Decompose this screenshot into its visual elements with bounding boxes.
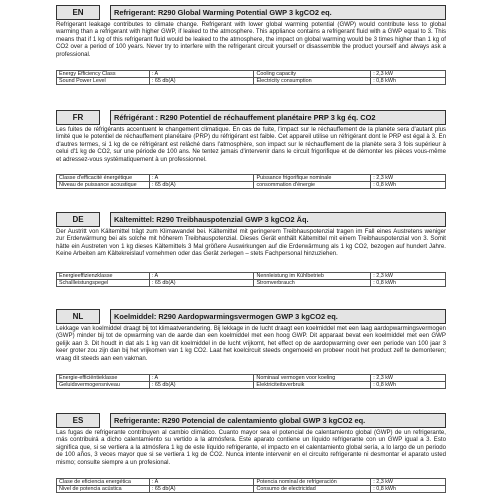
spec-label: Energieeffizienzklasse [57,273,150,280]
language-code: DE [56,212,100,227]
spec-value: : A [149,71,254,78]
spec-label: Nivel de potencia acústica [57,486,150,493]
language-code: ES [56,413,100,428]
section-en [56,5,446,84]
spec-label: Geluidsvermogensniveau [57,382,150,389]
table-row [57,71,446,78]
spec-table [56,374,446,389]
section-title: Refrigerante: R290 Potencial de calentamiento global GWP 3 kgCO2 eq. [110,413,446,428]
section-title: Kältemittel: R290 Treibhauspotenzial GWP 3 kgCO2 Äq. [110,212,446,227]
section-title: Réfrigérant : R290 Potentiel de réchauffement planétaire PRP 3 kg éq. CO2 [110,110,446,125]
spec-label: Niveau de puissance acoustique [57,182,150,189]
spec-value: : 0,8 kWh [371,280,446,287]
language-code: NL [56,309,100,324]
spec-value: : 2,3 kW [371,479,446,486]
spec-label: Clase de eficiencia energética [57,479,150,486]
spec-value: : 0,8 kWh [371,382,446,389]
spec-label: Classe d'efficacité énergétique [57,175,150,182]
table-row [57,280,446,287]
spec-label: Nominaal vermogen voor koeling [254,375,371,382]
spec-value: : 2,3 kW [371,375,446,382]
spec-label: Potencia nominal de refrigeración [254,479,371,486]
spec-value: : A [149,273,254,280]
spec-table [56,478,446,493]
spec-value: : 65 db(A) [149,486,254,493]
section-nl [56,309,446,388]
spec-label: Nennleistung im Kühlbetrieb [254,273,371,280]
table-row [57,375,446,382]
spec-table [56,70,446,85]
table-row [57,273,446,280]
table-row [57,486,446,493]
section-es [56,413,446,492]
spec-label: Electricity consumption [254,78,371,85]
spec-label: Cooling capacity [254,71,371,78]
spec-value: : 2,3 kW [371,273,446,280]
spec-value: : A [149,479,254,486]
language-code: EN [56,5,100,20]
spec-label: consommation d'énergie [254,182,371,189]
section-text: Refrigerant leakage contributes to climate change. Refrigerant with lower global warming potential (GWP) would contribute less to global warming than a refrigerant with higher GWP, if leaked to the atmosphere. This appliance contains a refrigerant fluid with a GWP equal to 3. This means that if 1 kg of this refrigerant fluid would be leaked to the atmosphere, the impact on global warming would be 3 times higher than 1 kg of CO2 over a period of 100 years. Never try to interfere with the refrigerant circuit yourself or disassemble the product yourself and always ask a professional. [56,21,446,58]
spec-label: Energy Efficiency Class [57,71,150,78]
spec-value: : 2,3 kW [371,175,446,182]
spec-value: : A [149,175,254,182]
section-text: Der Austritt von Kältemittel trägt zum Klimawandel bei. Kältemittel mit geringerem Treibhauspotenzial tragen im Fall eines Austretens weniger zur Erderwärmung bei als solche mit höherem Treibhauspotenzial. Dieses Gerät enthält Kältemittel mit einem Treibhauspotenzial von 3. Somit hätte ein Austreten von 1 kg dieses Kältemittels 3 Mal größere Auswirkungen auf die Erderwärmung als 1 kg CO2, bezogen auf hundert Jahre. Keine Arbeiten am Kältekreislauf vornehmen oder das Gerät zerlegen – stets Fachpersonal hinzuziehen. [56,228,446,258]
spec-label: Schallleistungspegel [57,280,150,287]
spec-table [56,272,446,287]
spec-table [56,174,446,189]
section-text: Les fuites de réfrigérants accentuent le changement climatique. En cas de fuite, l'impact sur le réchauffement de la planète sera d'autant plus limité que le potentiel de réchauffement planétaire (PRP) du réfrigérant est faible. Cet appareil utilise un réfrigérant dont le PRP est égal à 3. En d'autres termes, si 1 kg de ce réfrigérant est relâché dans l'atmosphère, son impact sur le réchauffement de la planète sera 3 fois supérieur à celui d'1 kg de CO2, sur une période de 100 ans. Ne tentez jamais d'intervenir dans le circuit frigorifique et de démonter les pièces vous-même et adressez-vous systématiquement à un professionnel. [56,126,446,163]
section-fr [56,110,446,188]
spec-label: Puissance frigorifique nominale [254,175,371,182]
spec-value: : A [149,375,254,382]
spec-label: Energie-efficiëntieklasse [57,375,150,382]
language-code: FR [56,110,100,125]
spec-value: : 0,8 kWh [371,182,446,189]
section-text: Las fugas de refrigerante contribuyen al cambio climático. Cuanto mayor sea el potencial de calentamiento global (GWP) de un refrigerante, más contribuirá a dicho calentamiento su vertido a la atmósfera. Este aparato contiene un líquido refrigerante con un GWP igual a 3. Esto significa que, si se vertiera a la atmósfera 1 kg de este líquido refrigerante, el impacto en el calentamiento global sería, a lo largo de un periodo de 100 años, 3 veces mayor que si se vertiera 1 kg de CO2. Nunca intente intervenir en el circuito refrigerante ni desmontar el aparato usted mismo; consulte siempre a un profesional. [56,429,446,466]
spec-value: : 65 db(A) [149,382,254,389]
section-de [56,212,446,286]
section-title: Koelmiddel: R290 Aardopwarmingsvermogen GWP 3 kgCO2 eq. [110,309,446,324]
spec-value: : 65 db(A) [149,182,254,189]
spec-value: : 2,3 kW [371,71,446,78]
spec-label: Stromverbrauch [254,280,371,287]
spec-value: : 0,8 kWh [371,78,446,85]
spec-label: Consumo de electricidad [254,486,371,493]
spec-value: : 65 db(A) [149,78,254,85]
table-row [57,182,446,189]
spec-label: Sound Power Level [57,78,150,85]
spec-value: : 65 db(A) [149,280,254,287]
table-row [57,175,446,182]
spec-value: : 0,8 kWh [371,486,446,493]
table-row [57,479,446,486]
section-title: Refrigerant: R290 Global Warming Potential GWP 3 kgCO2 eq. [110,5,446,20]
section-text: Lekkage van koelmiddel draagt bij tot klimaatverandering. Bij lekkage in de lucht draagt een koelmiddel met een laag aardopwarmingsvermogen (GWP) minder bij tot de opwarming van de aarde dan een koelmiddel met een hoog GWP. Dit apparaat bevat een koelmiddel met een GWP gelijk aan 3. Dit houdt in dat als 1 kg van dit koelmiddel in de lucht vrijkomt, het effect op de aardopwarming over een periode van 100 jaar 3 keer groter zou zijn dan bij het vrijkomen van 1 kg CO2. Laat het koelcircuit steeds ongemoeid en probeer nooit het product zelf te demonteren; vraag dit steeds aan een vakman. [56,325,446,362]
spec-label: Elektriciteitsverbruik [254,382,371,389]
table-row [57,78,446,85]
table-row [57,382,446,389]
